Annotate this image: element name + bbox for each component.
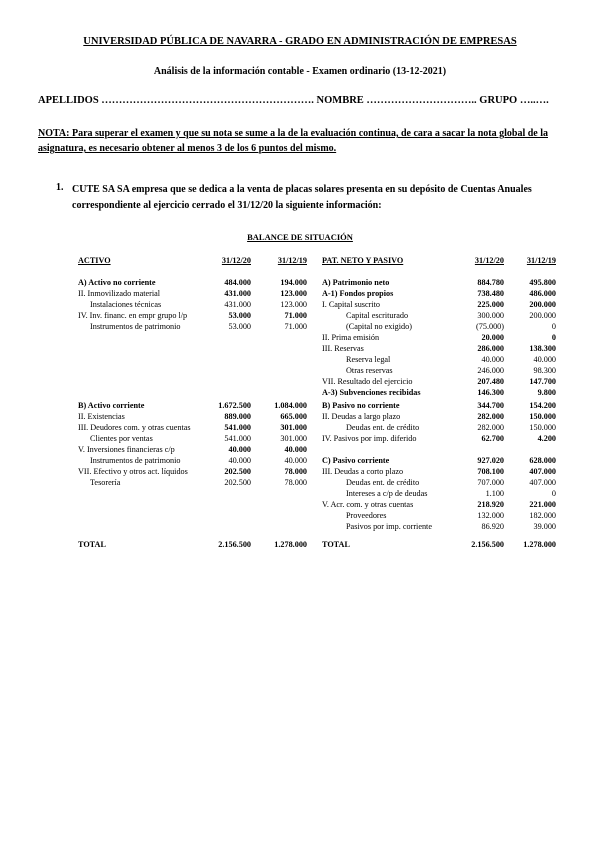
pasivo-row-value-2020: 300.000 (477, 311, 504, 320)
activo-row-value-2020: 40.000 (228, 445, 251, 454)
pasivo-row-label: VII. Resultado del ejercicio (322, 377, 413, 386)
activo-row-value-2020: 202.500 (224, 478, 251, 487)
question-text: CUTE SA SA empresa que se dedica a la venta de placas solares presenta en su depósito de Cuentas Anuales correspondiente al ejercicio cerrado el 31/12/20 la siguiente información: (72, 184, 532, 211)
activo-row-value-2020: 40.000 (228, 456, 251, 465)
pasivo-row-label: I. Capital suscrito (322, 300, 380, 309)
pasivo-row-value-2020: 286.000 (477, 344, 504, 353)
pasivo-row-value-2019: 98.300 (533, 366, 556, 375)
question-number: 1. (56, 182, 64, 193)
pasivo-row-value-2020: 146.300 (477, 388, 504, 397)
pasivo-row-value-2020: 207.480 (477, 377, 504, 386)
pasivo-row-value-2020: 884.780 (477, 278, 504, 287)
activo-row-value-2020: 541.000 (224, 434, 251, 443)
pasivo-row-value-2020: 40.000 (481, 355, 504, 364)
activo-row-value-2019: 665.000 (280, 412, 307, 421)
pasivo-row-value-2020: 738.480 (477, 289, 504, 298)
pasivo-row-label: Proveedores (346, 511, 387, 520)
activo-total-value-2019: 1.278.000 (274, 540, 307, 549)
pasivo-row-label: Intereses a c/p de deudas (346, 489, 428, 498)
pasivo-header-label: PAT. NETO Y PASIVO (322, 256, 404, 265)
exam-title: Análisis de la información contable - Examen ordinario (13-12-2021) (153, 66, 447, 77)
pasivo-row-value-2020: 62.700 (481, 434, 504, 443)
pasivo-row-label: Pasivos por imp. corriente (346, 522, 432, 531)
pasivo-row-label: III. Reservas (322, 344, 364, 353)
activo-row-label: VII. Efectivo y otros act. líquidos (78, 467, 188, 476)
pasivo-row-value-2019: 9.800 (537, 388, 556, 397)
pasivo-row-value-2019: 628.000 (529, 456, 556, 465)
pasivo-row-value-2019: 150.000 (529, 423, 556, 432)
pasivo-row-label: C) Pasivo corriente (322, 456, 390, 465)
activo-row-value-2019: 123.000 (280, 289, 307, 298)
activo-row-value-2019: 123.000 (280, 300, 307, 309)
activo-row-value-2020: 1.672.500 (218, 401, 251, 410)
activo-header-value-2019: 31/12/19 (277, 256, 307, 265)
activo-row-value-2019: 194.000 (280, 278, 307, 287)
activo-row-value-2020: 889.000 (224, 412, 251, 421)
pasivo-row-label: II. Deudas a largo plazo (322, 412, 401, 421)
activo-row-value-2019: 78.000 (284, 467, 307, 476)
pasivo-row-value-2019: 221.000 (529, 500, 556, 509)
pasivo-total-value-2019: 1.278.000 (523, 540, 556, 549)
pasivo-row-value-2020: 282.000 (477, 412, 504, 421)
activo-row-label: Clientes por ventas (90, 434, 153, 443)
activo-row-label: B) Activo corriente (78, 401, 145, 410)
activo-row-label: IV. Inv. financ. en empr grupo l/p (78, 311, 188, 320)
activo-row-value-2020: 53.000 (228, 311, 251, 320)
activo-row-value-2019: 71.000 (284, 311, 307, 320)
pasivo-row-label: Reserva legal (346, 355, 391, 364)
pasivo-row-value-2020: 20.000 (481, 333, 504, 342)
activo-header-value-2020: 31/12/20 (221, 256, 251, 265)
pasivo-row-label: (Capital no exigido) (346, 322, 412, 331)
pasivo-row-value-2020: 86.920 (481, 522, 504, 531)
pasivo-row-value-2019: 407.000 (529, 478, 556, 487)
pasivo-row-value-2019: 0 (551, 333, 556, 342)
balance-title: BALANCE DE SITUACIÓN (247, 232, 353, 242)
activo-row-label: III. Deudores com. y otras cuentas (78, 423, 191, 432)
activo-row-label: V. Inversiones financieras c/p (78, 445, 175, 454)
pasivo-header-value-2020: 31/12/20 (474, 256, 504, 265)
pasivo-row-value-2020: 1.100 (485, 489, 504, 498)
pasivo-total-label: TOTAL (322, 540, 350, 549)
pasivo-row-label: III. Deudas a corto plazo (322, 467, 404, 476)
activo-row-value-2019: 1.084.000 (274, 401, 307, 410)
pasivo-row-value-2019: 495.800 (529, 278, 556, 287)
pasivo-row-label: IV. Pasivos por imp. diferido (322, 434, 417, 443)
pasivo-row-value-2020: 707.000 (477, 478, 504, 487)
pasivo-row-label: B) Pasivo no corriente (322, 401, 400, 410)
pasivo-row-label: Deudas ent. de crédito (346, 423, 420, 432)
pasivo-row-value-2019: 154.200 (529, 401, 556, 410)
pasivo-row-value-2020: 282.000 (477, 423, 504, 432)
activo-row-label: Instrumentos de patrimonio (90, 456, 181, 465)
pasivo-row-value-2020: 132.000 (477, 511, 504, 520)
pasivo-row-value-2020: 708.100 (477, 467, 504, 476)
pasivo-row-label: II. Prima emisión (322, 333, 380, 342)
activo-row-value-2019: 40.000 (284, 445, 307, 454)
exam-note: NOTA: Para superar el examen y que su nota se sume a la de la evaluación continua, de cara a sacar la nota global de la asignatura, es necesario obtener al menos 3 de los 6 puntos del mismo. (38, 128, 548, 154)
activo-row-value-2019: 301.000 (280, 423, 307, 432)
activo-header-label: ACTIVO (78, 256, 111, 265)
activo-total-value-2020: 2.156.500 (218, 540, 251, 549)
student-info-line: APELLIDOS ……………………………………………………. NOMBRE ………………………….. GRUPO …..…. (38, 95, 549, 106)
pasivo-header-value-2019: 31/12/19 (526, 256, 556, 265)
pasivo-row-label: Deudas ent. de crédito (346, 478, 420, 487)
pasivo-row-label: V. Acr. com. y otras cuentas (322, 500, 414, 509)
pasivo-row-value-2020: 927.020 (477, 456, 504, 465)
pasivo-row-value-2020: (75.000) (476, 322, 504, 331)
activo-row-label: Instrumentos de patrimonio (90, 322, 181, 331)
pasivo-row-value-2020: 218.920 (477, 500, 504, 509)
activo-row-value-2019: 78.000 (284, 478, 307, 487)
activo-row-label: II. Existencias (78, 412, 125, 421)
pasivo-row-value-2019: 200.000 (529, 311, 556, 320)
pasivo-row-value-2019: 40.000 (533, 355, 556, 364)
pasivo-row-value-2020: 344.700 (477, 401, 504, 410)
activo-row-value-2020: 431.000 (224, 300, 251, 309)
activo-row-label: A) Activo no corriente (78, 278, 156, 287)
pasivo-row-value-2020: 225.000 (477, 300, 504, 309)
pasivo-row-value-2019: 39.000 (533, 522, 556, 531)
activo-row-value-2020: 431.000 (224, 289, 251, 298)
pasivo-row-value-2019: 138.300 (529, 344, 556, 353)
pasivo-row-value-2020: 246.000 (477, 366, 504, 375)
activo-row-label: Tesorería (90, 478, 121, 487)
pasivo-total-value-2020: 2.156.500 (471, 540, 504, 549)
pasivo-row-value-2019: 407.000 (529, 467, 556, 476)
activo-row-value-2020: 484.000 (224, 278, 251, 287)
activo-row-value-2019: 301.000 (280, 434, 307, 443)
pasivo-row-label: Otras reservas (346, 366, 393, 375)
pasivo-row-value-2019: 486.000 (529, 289, 556, 298)
pasivo-row-value-2019: 200.000 (529, 300, 556, 309)
pasivo-row-label: A-3) Subvenciones recibidas (322, 388, 421, 397)
pasivo-row-label: A-1) Fondos propios (322, 289, 394, 298)
pasivo-row-value-2019: 182.000 (529, 511, 556, 520)
activo-row-value-2019: 40.000 (284, 456, 307, 465)
pasivo-row-value-2019: 0 (551, 322, 556, 331)
activo-total-label: TOTAL (78, 540, 106, 549)
activo-row-value-2020: 541.000 (224, 423, 251, 432)
pasivo-row-label: Capital escriturado (346, 311, 409, 320)
pasivo-row-value-2019: 150.000 (529, 412, 556, 421)
activo-row-label: Instalaciones técnicas (90, 300, 162, 309)
activo-row-value-2020: 202.500 (224, 467, 251, 476)
pasivo-row-value-2019: 147.700 (529, 377, 556, 386)
activo-row-label: II. Inmovilizado material (78, 289, 161, 298)
pasivo-row-value-2019: 4.200 (537, 434, 556, 443)
pasivo-row-label: A) Patrimonio neto (322, 278, 390, 287)
activo-row-value-2020: 53.000 (228, 322, 251, 331)
pasivo-row-value-2019: 0 (551, 489, 556, 498)
university-title: UNIVERSIDAD PÚBLICA DE NAVARRA - GRADO EN ADMINISTRACIÓN DE EMPRESAS (83, 36, 517, 47)
activo-row-value-2019: 71.000 (284, 322, 307, 331)
